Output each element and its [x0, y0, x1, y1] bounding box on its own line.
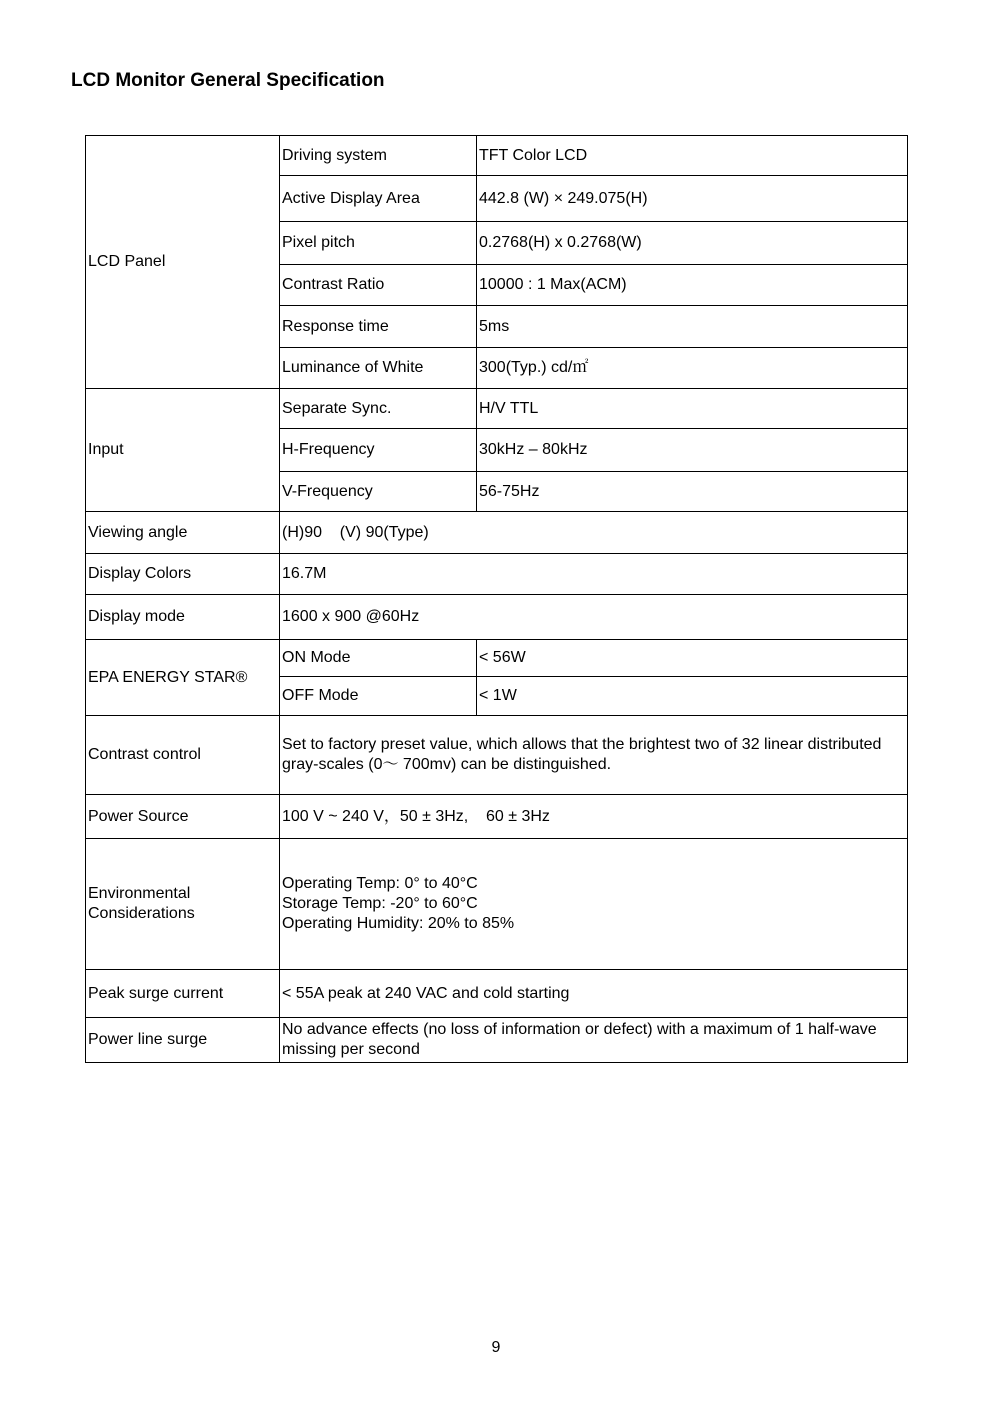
page-title: LCD Monitor General Specification [71, 70, 385, 91]
spec-label-display-colors: Display Colors [86, 554, 280, 595]
spec-name: Active Display Area [280, 176, 477, 222]
table-row [86, 512, 908, 554]
spec-name: Luminance of White [280, 348, 477, 389]
spec-value [280, 1018, 908, 1063]
spec-label-peak-surge: Peak surge current [86, 970, 280, 1018]
section-label-energy-star: EPA ENERGY STAR® [86, 640, 280, 716]
power-line-surge-line-1: No advance effects (no loss of information or defect) with a maximum of 1 half-wave [282, 1021, 877, 1038]
spec-name: Driving system [280, 136, 477, 176]
table-row [86, 136, 908, 176]
section-label-input: Input [86, 389, 280, 512]
spec-value: 442.8 (W) × 249.075(H) [477, 176, 908, 222]
table-row [86, 970, 908, 1018]
spec-name: Response time [280, 306, 477, 348]
contrast-control-line-2: gray-scales (0～ 700mv) can be distinguished. [282, 756, 612, 773]
spec-value: 1600 x 900 @60Hz [280, 595, 908, 640]
operating-humidity: Operating Humidity: 20% to 85% [282, 915, 515, 932]
contrast-control-line-1: Set to factory preset value, which allows that the brightest two of 32 linear distributed [282, 736, 882, 753]
spec-name: H-Frequency [280, 429, 477, 472]
spec-label-display-mode: Display mode [86, 595, 280, 640]
spec-name: V-Frequency [280, 472, 477, 512]
spec-name: ON Mode [280, 640, 477, 677]
table-row [86, 795, 908, 839]
spec-value: 5ms [477, 306, 908, 348]
storage-temp: Storage Temp: -20° to 60°C [282, 895, 478, 912]
spec-label-environmental [86, 839, 280, 970]
table-row [86, 595, 908, 640]
spec-name: Pixel pitch [280, 222, 477, 265]
spec-value [280, 839, 908, 970]
spec-value [280, 795, 908, 839]
power-source-value: 100 V ~ 240 V，50 ± 3Hz, 60 ± 3Hz [282, 807, 550, 825]
spec-value: H/V TTL [477, 389, 908, 429]
table-row [86, 839, 908, 970]
spec-table [85, 135, 908, 1063]
environmental-label-line-2: Considerations [88, 905, 195, 922]
table-row [86, 640, 908, 677]
spec-value: < 56W [477, 640, 908, 677]
spec-value: 0.2768(H) x 0.2768(W) [477, 222, 908, 265]
power-line-surge-line-2: missing per second [282, 1041, 420, 1058]
spec-name: OFF Mode [280, 677, 477, 716]
section-label-lcd-panel: LCD Panel [86, 136, 280, 389]
spec-label-viewing-angle: Viewing angle [86, 512, 280, 554]
spec-value [280, 512, 908, 554]
spec-value: 300(Typ.) cd/㎡ [477, 348, 908, 389]
table-row [86, 554, 908, 595]
spec-value: < 55A peak at 240 VAC and cold starting [280, 970, 908, 1018]
spec-label-contrast-control: Contrast control [86, 716, 280, 795]
page-number: 9 [491, 1339, 501, 1356]
table-row [86, 1018, 908, 1063]
spec-value: 10000 : 1 Max(ACM) [477, 265, 908, 306]
spec-value [280, 716, 908, 795]
spec-value: < 1W [477, 677, 908, 716]
spec-label-power-line-surge: Power line surge [86, 1018, 280, 1063]
spec-name: Contrast Ratio [280, 265, 477, 306]
table-row [86, 389, 908, 429]
spec-value: 30kHz – 80kHz [477, 429, 908, 472]
viewing-angle-value: (H)90 (V) 90(Type) [282, 523, 429, 541]
spec-value: 16.7M [280, 554, 908, 595]
spec-label-power-source: Power Source [86, 795, 280, 839]
spec-name: Separate Sync. [280, 389, 477, 429]
spec-value: 56-75Hz [477, 472, 908, 512]
table-row [86, 716, 908, 795]
spec-value: TFT Color LCD [477, 136, 908, 176]
operating-temp: Operating Temp: 0° to 40°C [282, 875, 478, 892]
environmental-label-line-1: Environmental [88, 885, 191, 902]
